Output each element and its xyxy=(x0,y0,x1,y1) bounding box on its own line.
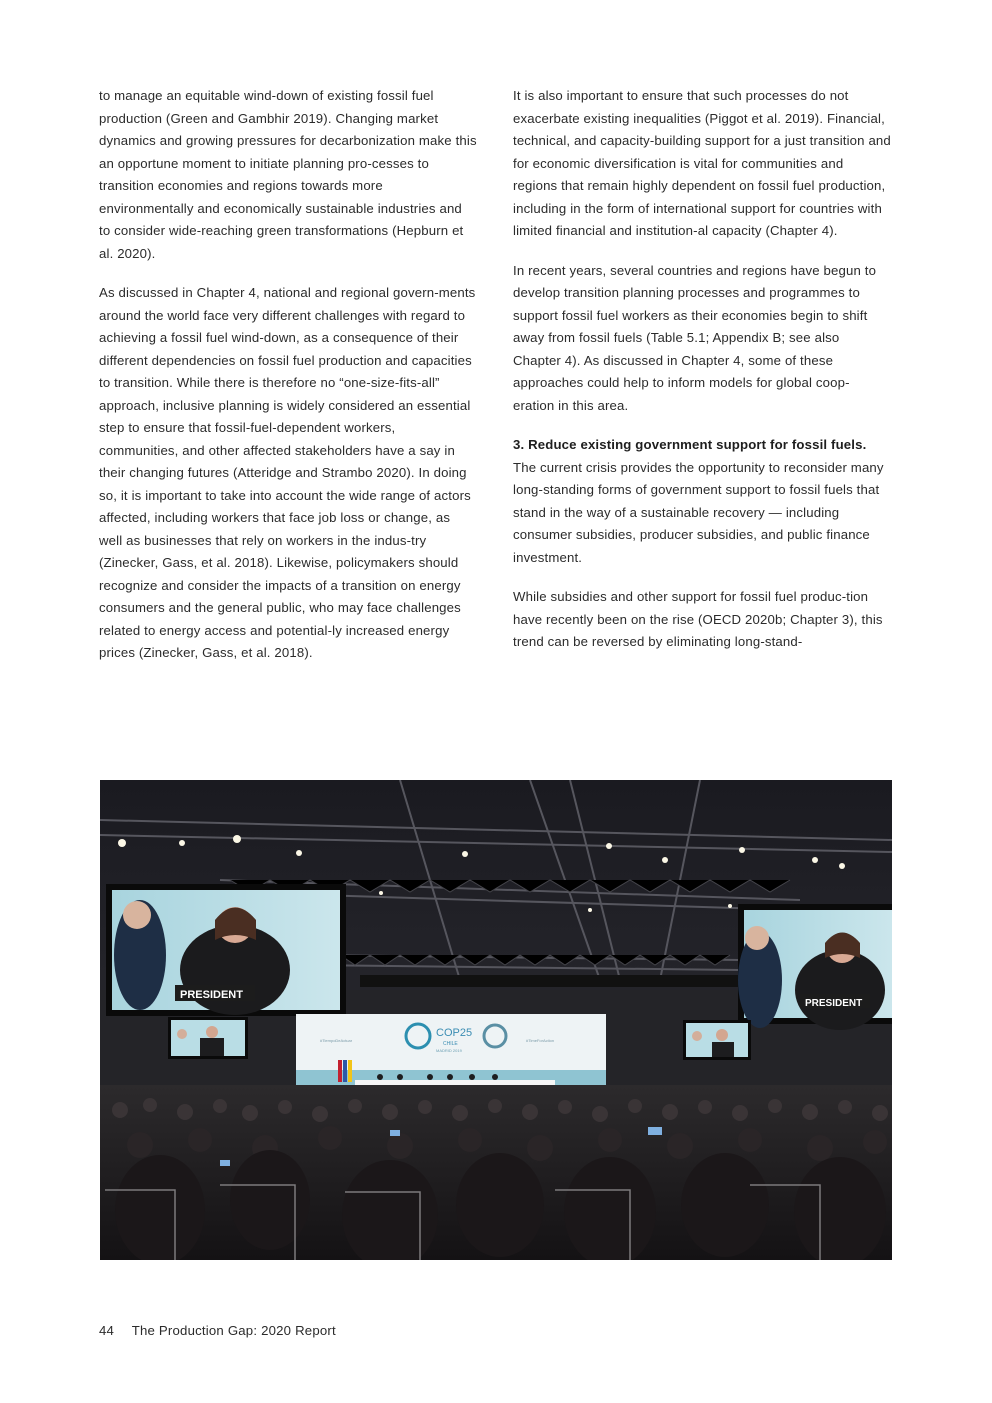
paragraph: In recent years, several countries and regions have begun to develop transition planning processes and programmes to support fossil fuel workers as their economies begin to shift away from fossil fuels (Table 5.1; Appendix B; see also Chapter 4). As discussed in Chapter 4, some of these approaches could help to inform models for global coop-eration in this area. xyxy=(513,262,877,413)
paragraph: It is also important to ensure that such processes do not exacerbate existing inequalities (Piggot et al. 2019). Financial, technical, and capacity-building support for a just transition and for economic diversification is vital for communities and regions that remain highly dependent on fossil fuel production, including in the form of international support for countries with limited financial and institution-al capacity (Chapter 4). xyxy=(513,88,891,238)
conference-photo xyxy=(100,780,892,1260)
report-title: The Production Gap: 2020 Report xyxy=(131,1323,336,1338)
paragraph: As discussed in Chapter 4, national and regional govern-ments around the world face very different challenges with regard to achieving a fossil fuel wind-down, as a consequence of their different dependencies on fossil fuel production and capacities to transition. While there is therefore no “one-size-fits-all” approach, inclusive planning is widely considered an essential step to ensure that fossil-fuel-dependent workers, communities, and other affected stakeholders have a say in their changing futures (Atteridge and Strambo 2020). In doing so, it is important to take into account the wide range of actors affected, including workers that face job loss or change, as well as businesses that rely on workers in the indus-try (Zinecker, Gass, et al. 2018). Likewise, policymakers should recognize and consider the impacts of a transition on energy consumers and the general public, who may face challenges related to energy access and potential-ly increased energy prices (Zinecker, Gass, et al. 2018). xyxy=(99,285,476,660)
screen-caption-right: PRESIDENT xyxy=(805,998,863,1009)
paragraph-body: The current crisis provides the opportunity to reconsider many long-standing forms of government support to fossil fuels that stand in the way of a sustainable recovery — including consumer subsidies, producer subsidies, and public finance investment. xyxy=(513,459,884,565)
stage-place: MADRID 2019 xyxy=(436,1048,462,1053)
page-number: 44 xyxy=(99,1323,115,1338)
stage-logo: COP25 xyxy=(436,1027,473,1039)
left-column xyxy=(99,85,477,682)
paragraph xyxy=(513,434,891,569)
paragraph: to manage an equitable wind-down of existing fossil fuel production (Green and Gambhir 2019). Changing market dynamics and growing pressures for decarbonization make this an opportune moment to initiate planning pro-cesses to transition economies and regions towards more environmentally and economically sustainable industries and to consider wide-reaching green transformations (Hepburn et al. 2020). xyxy=(99,88,477,261)
page-footer xyxy=(99,1323,336,1338)
screen-caption-left: PRESIDENT xyxy=(180,989,243,1001)
right-column xyxy=(513,85,891,671)
section-heading: 3. Reduce existing government support for fossil fuels. xyxy=(513,437,867,452)
stage-hashtag-left: #TiempoDeActuar xyxy=(320,1038,353,1043)
stage-hashtag-right: #TimeForAction xyxy=(526,1038,555,1043)
paragraph: While subsidies and other support for fossil fuel produc-tion have recently been on the rise (OECD 2020b; Chapter 3), this trend can be reversed by eliminating long-stand- xyxy=(513,589,883,649)
stage-sublogo: CHILE xyxy=(443,1041,458,1047)
